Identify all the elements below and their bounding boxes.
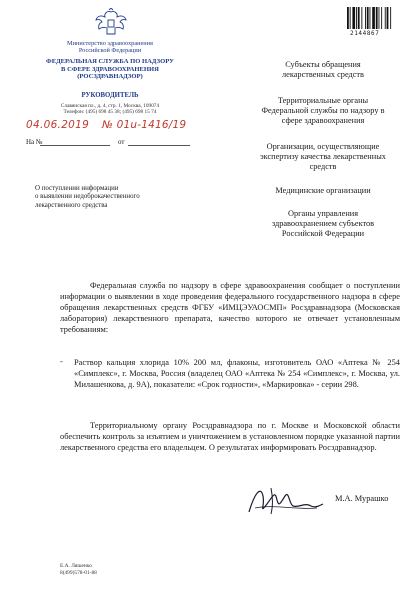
letter-subject: О поступлении информации о выявлении недоброкачественного лекарственного средства xyxy=(35,185,140,209)
barcode-bar xyxy=(350,7,351,29)
reference-label: На № xyxy=(26,138,43,146)
signer-name: М.А. Мурашко xyxy=(335,494,389,503)
handwritten-signature xyxy=(245,482,325,520)
barcode-bar xyxy=(379,7,380,29)
recipient-3: Организации, осуществляющие экспертизу качества лекарственных средств xyxy=(260,142,386,171)
barcode-bar xyxy=(372,7,375,29)
letter-date: 04.06.2019 xyxy=(26,119,90,131)
barcode-bar xyxy=(370,7,371,29)
agency-address: Славянская пл., д. 4, стр. 1, Москва, 109074 Телефон: (495) 698 45 38; (495) 698 15 74 xyxy=(60,103,160,116)
recipient-2: Территориальные органы Федеральной службы по надзору в сфере здравоохранения xyxy=(261,96,385,125)
state-emblem-icon xyxy=(93,8,129,38)
reference-line xyxy=(40,145,110,146)
head-title: РУКОВОДИТЕЛЬ xyxy=(81,92,139,99)
letter-number: № 01u-1416/19 xyxy=(102,119,187,131)
barcode-bar xyxy=(361,7,362,29)
executor-info: Е.А. Ляшенко 8(499)578-01-88 xyxy=(60,563,97,576)
barcode-bar xyxy=(356,7,357,29)
barcode-bar xyxy=(390,7,391,29)
ministry-name: Министерство здравоохранения Российской Федерации xyxy=(67,40,153,55)
barcode-bar xyxy=(387,7,389,29)
barcode-bar xyxy=(358,7,360,29)
recipient-4: Медицинские организации xyxy=(275,186,371,195)
reference-from-label: от xyxy=(118,138,125,146)
barcode-bar xyxy=(347,7,349,29)
barcode-bar xyxy=(352,7,355,29)
barcode-bar xyxy=(365,7,366,29)
list-item-dash: - xyxy=(60,357,63,366)
recipient-5: Органы управления здравоохранением субъектов Российской Федерации xyxy=(271,209,375,238)
body-paragraph-1: Федеральная служба по надзору в сфере здравоохранения сообщает о поступлении информации о выявлении в ходе проведения федерального государственного надзора в сфере обращения лекарственных средств ФГБУ «ИМЦЭУАОСМП» Росздравнадзора (Московская лаборатория) лекарственного препарата, качество которого не отвечает установленным требованиям: xyxy=(60,281,400,334)
barcode-icon xyxy=(346,7,408,29)
recipient-1: Субъекты обращения лекарственных средств xyxy=(282,60,364,79)
barcode-bar xyxy=(381,7,382,29)
reference-from-line xyxy=(128,145,190,146)
barcode-number: 2144867 xyxy=(350,30,380,37)
barcode-bar xyxy=(376,7,378,29)
barcode-bar xyxy=(385,7,386,29)
agency-name: ФЕДЕРАЛЬНАЯ СЛУЖБА ПО НАДЗОРУ В СФЕРЕ ЗДРАВООХРАНЕНИЯ (РОСЗДРАВНАДЗОР) xyxy=(46,58,174,81)
barcode-bar xyxy=(367,7,369,29)
body-paragraph-2: Территориальному органу Росздравнадзора по г. Москве и Московской области обеспечить контроль за изъятием и уничтожением в установленном порядке указанной партии лекарственного средства его владельцем. О результатах информировать Росздравнадзор. xyxy=(60,421,400,452)
list-item: Раствор кальция хлорида 10% 200 мл, флаконы, изготовитель ОАО «Аптека № 254 «Симплекс», г. Москва, Россия (владелец ОАО «Аптека № 254 «Симплекс», г. Москва, ул. Милашенкова, д. 9А), показатели: «Срок годности», «Маркировка» - серии 298. xyxy=(74,358,400,389)
